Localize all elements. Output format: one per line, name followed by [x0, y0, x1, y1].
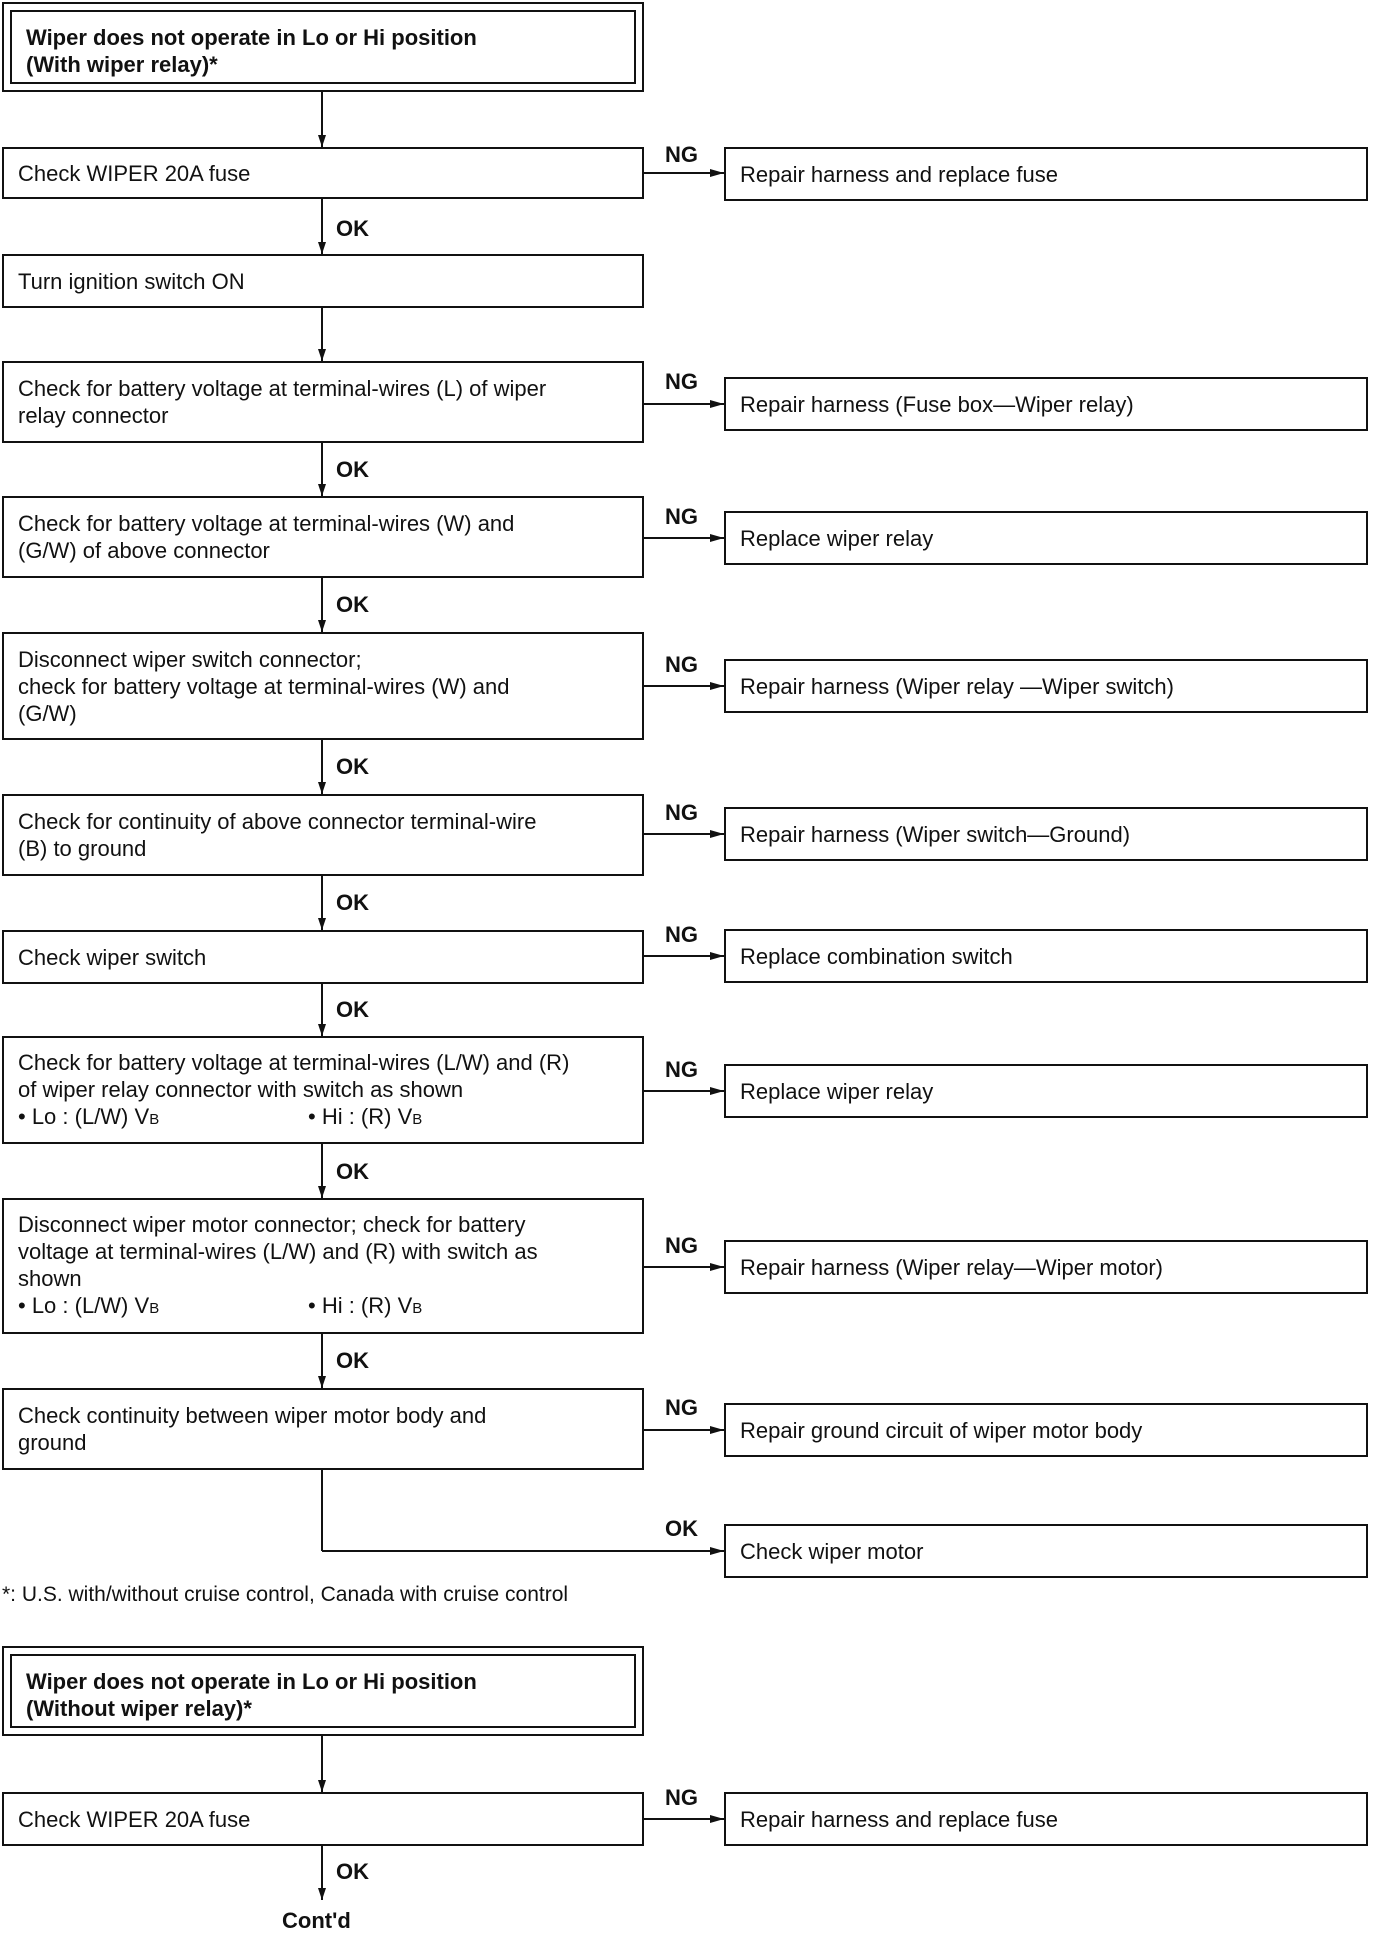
ok-label: OK [336, 457, 369, 482]
arrowhead [710, 400, 724, 408]
step-text: Check continuity between wiper motor body and ground [18, 1403, 487, 1455]
step-text: Check for battery voltage at terminal-wires (L) of wiper relay connector [18, 376, 547, 428]
result-text: Repair harness (Wiper relay—Wiper motor) [740, 1254, 1163, 1280]
arrowhead [318, 1024, 326, 1036]
arrowhead [318, 242, 326, 254]
ok-label: OK [336, 1859, 369, 1884]
step-turn-ignition-on [2, 254, 644, 308]
result-repair-relay-motor [724, 1240, 1368, 1294]
ng-label: NG [665, 1233, 698, 1258]
result-repair-switch-ground [724, 807, 1368, 861]
arrowhead [710, 1426, 724, 1434]
step-check-fuse [2, 147, 644, 199]
lo-condition: • Lo : (L/W) VB [18, 1104, 160, 1129]
arrowhead [710, 1815, 724, 1823]
step-check-fuse-text: Check WIPER 20A fuse [18, 160, 251, 186]
footnote: *: U.S. with/without cruise control, Canada with cruise control [2, 1583, 569, 1606]
ok-label: OK [336, 754, 369, 779]
arrowhead [710, 952, 724, 960]
result-repair-ground-circuit [724, 1403, 1368, 1457]
step-disconnect-switch-check [2, 632, 644, 740]
section2-title: Wiper does not operate in Lo or Hi position (Without wiper relay)* [10, 1654, 636, 1728]
arrowhead [710, 1547, 724, 1555]
hi-condition: • Hi : (R) VB [308, 1104, 423, 1129]
arrowhead [318, 349, 326, 361]
arrowhead [318, 782, 326, 794]
step-check-voltage-LW-R [2, 1036, 644, 1144]
step-check-wiper-switch [2, 930, 644, 984]
lo-hi-row [18, 1103, 628, 1133]
arrowhead [318, 1186, 326, 1198]
section1-title: Wiper does not operate in Lo or Hi position (With wiper relay)* [10, 10, 636, 84]
result-repair-harness-replace-fuse [724, 147, 1368, 201]
arrowhead [710, 830, 724, 838]
arrowhead [710, 169, 724, 177]
ok-label: OK [336, 1348, 369, 1373]
step-check-continuity-B [2, 794, 644, 876]
arrowhead [318, 1780, 326, 1792]
hi-condition: • Hi : (R) VB [308, 1292, 423, 1318]
result-check-wiper-motor [724, 1524, 1368, 1578]
lo-hi-row [18, 1292, 628, 1322]
arrowhead [710, 534, 724, 542]
arrowhead [318, 620, 326, 632]
ng-label: NG [665, 922, 698, 947]
step-check-motor-body-continuity [2, 1388, 644, 1470]
arrowhead [318, 484, 326, 496]
step-text: Check WIPER 20A fuse [18, 1806, 251, 1832]
result-text: Replace combination switch [740, 943, 1013, 969]
result-replace-wiper-relay-2 [724, 1064, 1368, 1118]
arrowhead [318, 918, 326, 930]
continued-label: Cont'd [282, 1908, 351, 1933]
result-text: Repair harness (Wiper relay —Wiper switch) [740, 673, 1174, 699]
step-disconnect-motor-check [2, 1198, 644, 1334]
arrowhead [710, 682, 724, 690]
ok-label: OK [336, 216, 369, 241]
result-text: Repair harness (Fuse box—Wiper relay) [740, 391, 1134, 417]
result2-repair-harness-replace-fuse [724, 1792, 1368, 1846]
ng-label: NG [665, 1785, 698, 1810]
ok-label: OK [336, 997, 369, 1022]
step-text: Turn ignition switch ON [18, 268, 245, 294]
arrowhead [318, 1376, 326, 1388]
step-text: Disconnect wiper switch connector; check for battery voltage at terminal-wires (W) and (G/W) [18, 646, 510, 726]
step-text: Check for battery voltage at terminal-wires (L/W) and (R) of wiper relay connector with switch as shown [18, 1050, 570, 1102]
ok-label: OK [336, 1159, 369, 1184]
ng-label: NG [665, 504, 698, 529]
step-check-voltage-L [2, 361, 644, 443]
section2-title-box [2, 1646, 644, 1736]
result-text: Replace wiper relay [740, 1078, 934, 1104]
arrowhead [710, 1263, 724, 1271]
result-replace-combination-switch [724, 929, 1368, 983]
ng-label: NG [665, 652, 698, 677]
result-text: Repair ground circuit of wiper motor body [740, 1417, 1143, 1443]
result-text: Replace wiper relay [740, 525, 934, 551]
result-replace-wiper-relay-1 [724, 511, 1368, 565]
ng-label: NG [665, 1395, 698, 1420]
ng-label: NG [665, 1057, 698, 1082]
ng-label: NG [665, 369, 698, 394]
step-text: Check for continuity of above connector terminal-wire (B) to ground [18, 809, 537, 861]
result-text: Repair harness (Wiper switch—Ground) [740, 821, 1131, 847]
arrowhead [710, 1087, 724, 1095]
ng-label: NG [665, 142, 698, 167]
result-repair-fusebox-relay [724, 377, 1368, 431]
arrowhead [318, 135, 326, 147]
ok-label: OK [665, 1516, 698, 1541]
ok-label: OK [336, 592, 369, 617]
step-check-voltage-W-GW [2, 496, 644, 578]
arrowhead [318, 1888, 326, 1900]
step-text: Check wiper switch [18, 944, 207, 970]
section1-title-box [2, 2, 644, 92]
result-text: Repair harness and replace fuse [740, 161, 1058, 187]
ng-label: NG [665, 800, 698, 825]
result-repair-relay-switch [724, 659, 1368, 713]
result-text: Check wiper motor [740, 1538, 924, 1564]
step-text: Disconnect wiper motor connector; check for battery voltage at terminal-wires (L/W) and (R) with switch as shown [18, 1211, 538, 1291]
step-text: Check for battery voltage at terminal-wires (W) and (G/W) of above connector [18, 511, 515, 563]
step2-check-fuse [2, 1792, 644, 1846]
lo-condition: • Lo : (L/W) VB [18, 1292, 160, 1318]
result-text: Repair harness and replace fuse [740, 1806, 1058, 1832]
ok-label: OK [336, 890, 369, 915]
